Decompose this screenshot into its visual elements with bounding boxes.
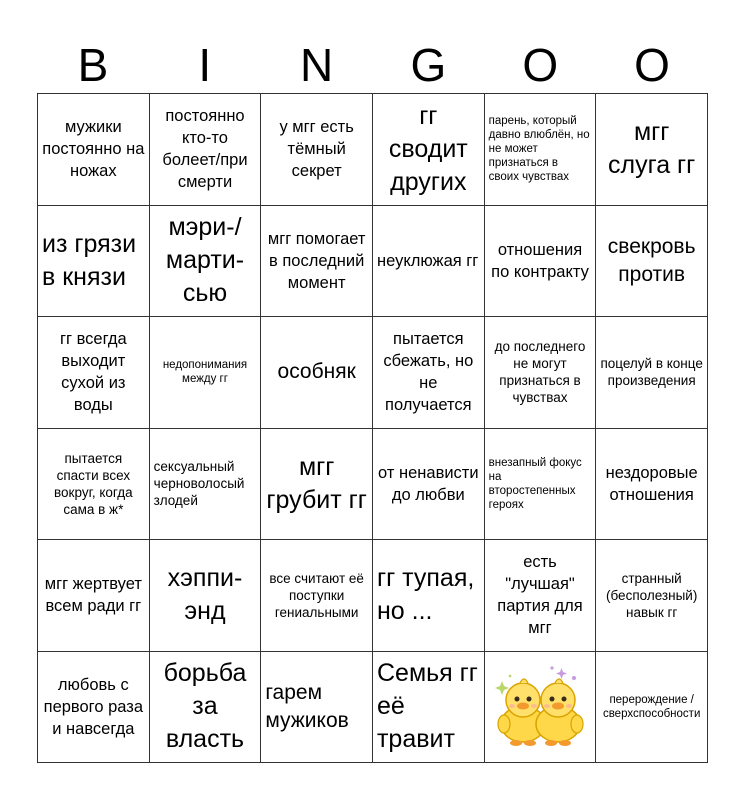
bingo-cell[interactable] xyxy=(596,540,708,652)
bingo-cell[interactable] xyxy=(373,429,485,541)
bingo-cell[interactable] xyxy=(38,429,150,541)
bingo-cell[interactable] xyxy=(261,652,373,764)
cell-text: пытается спасти всех вокруг, когда сама в ж* xyxy=(54,450,133,517)
bingo-cell[interactable] xyxy=(38,94,150,206)
cell-text: борьба за власть xyxy=(163,659,247,754)
bingo-cell[interactable] xyxy=(38,206,150,318)
header-letter: G xyxy=(410,39,447,91)
bingo-cell[interactable] xyxy=(150,652,262,764)
cell-text: мэри-/марти-сью xyxy=(165,213,245,308)
cell-text: хэппи-энд xyxy=(167,564,243,626)
cell-text: гг всегда выходит сухой из воды xyxy=(59,330,127,415)
bingo-cell[interactable] xyxy=(373,94,485,206)
cell-text: неуклюжая гг xyxy=(376,251,479,270)
cell-text: гг сводит других xyxy=(388,101,468,196)
cell-text: сексуальный черноволосый злодей xyxy=(153,459,245,509)
cell-text: мгг помогает в последний момент xyxy=(267,229,366,292)
bingo-cell[interactable] xyxy=(373,540,485,652)
bingo-grid xyxy=(37,93,708,763)
bingo-cell[interactable] xyxy=(373,652,485,764)
bingo-cell[interactable] xyxy=(150,540,262,652)
cell-text: из грязи в князи xyxy=(42,229,137,291)
cell-text: пытается сбежать, но не получается xyxy=(383,330,474,415)
free-space-cell[interactable] xyxy=(485,652,597,764)
cell-text: отношения по контракту xyxy=(491,240,589,281)
bingo-cell[interactable] xyxy=(261,317,373,429)
cell-text: есть "лучшая" партия для мгг xyxy=(497,553,583,638)
bingo-cell[interactable] xyxy=(261,94,373,206)
bingo-cell[interactable] xyxy=(596,652,708,764)
cell-text: перерождение / сверхспособности xyxy=(602,693,701,720)
bingo-cell[interactable] xyxy=(485,94,597,206)
cell-text: все считают её поступки гениальными xyxy=(269,570,364,620)
bingo-cell[interactable] xyxy=(38,652,150,764)
cell-text: внезапный фокус на второстепенных героях xyxy=(488,456,582,511)
bingo-cell[interactable] xyxy=(596,317,708,429)
cell-text: мгг грубит гг xyxy=(266,452,367,514)
bingo-cell[interactable] xyxy=(485,206,597,318)
bingo-cell[interactable] xyxy=(38,540,150,652)
bingo-cell[interactable] xyxy=(373,317,485,429)
bingo-cell[interactable] xyxy=(485,429,597,541)
cell-text: особняк xyxy=(277,360,356,384)
bingo-cell[interactable] xyxy=(150,94,262,206)
bingo-cell[interactable] xyxy=(596,94,708,206)
bingo-cell[interactable] xyxy=(150,429,262,541)
bingo-cell[interactable] xyxy=(150,206,262,318)
bingo-cell[interactable] xyxy=(596,206,708,318)
cell-text: парень, который давно влюблён, но не может признаться в своих чувствах xyxy=(488,115,590,184)
two-ducklings-icon xyxy=(490,664,590,750)
cell-text: до последнего не могут признаться в чувствах xyxy=(494,339,586,406)
bingo-cell[interactable] xyxy=(38,317,150,429)
header-letter: I xyxy=(198,39,212,91)
bingo-cell[interactable] xyxy=(485,540,597,652)
cell-text: Семья гг её травит xyxy=(376,659,478,754)
cell-text: от ненависти до любви xyxy=(378,463,479,504)
cell-text: свекровь против xyxy=(607,234,696,286)
bingo-cell[interactable] xyxy=(150,317,262,429)
header-letter: O xyxy=(522,39,559,91)
header-letter: B xyxy=(77,39,109,91)
header-letter: O xyxy=(634,39,670,91)
cell-text: нездоровые отношения xyxy=(605,463,698,504)
bingo-cell[interactable] xyxy=(485,317,597,429)
bingo-cell[interactable] xyxy=(261,429,373,541)
cell-text: мужики постоянно на ножах xyxy=(42,118,145,181)
cell-text: недопонимания между гг xyxy=(162,359,248,386)
cell-text: мгг жертвует всем ради гг xyxy=(44,575,142,616)
cell-text: поцелуй в конце произведения xyxy=(600,356,703,389)
header-letter: N xyxy=(299,39,334,91)
bingo-cell[interactable] xyxy=(261,206,373,318)
bingo-header xyxy=(37,38,708,93)
cell-text: постоянно кто-то болеет/при смерти xyxy=(162,107,248,192)
cell-text: странный (бесполезный) навык гг xyxy=(605,570,698,620)
cell-text: любовь с первого раза и навсегда xyxy=(43,675,144,738)
bingo-cell[interactable] xyxy=(373,206,485,318)
cell-text: гарем мужиков xyxy=(265,680,349,732)
bingo-cell[interactable] xyxy=(596,429,708,541)
cell-text: мгг слуга гг xyxy=(608,118,696,180)
cell-text: у мгг есть тёмный секрет xyxy=(279,118,354,181)
bingo-cell[interactable] xyxy=(261,540,373,652)
cell-text: гг тупая, но ... xyxy=(376,564,475,626)
